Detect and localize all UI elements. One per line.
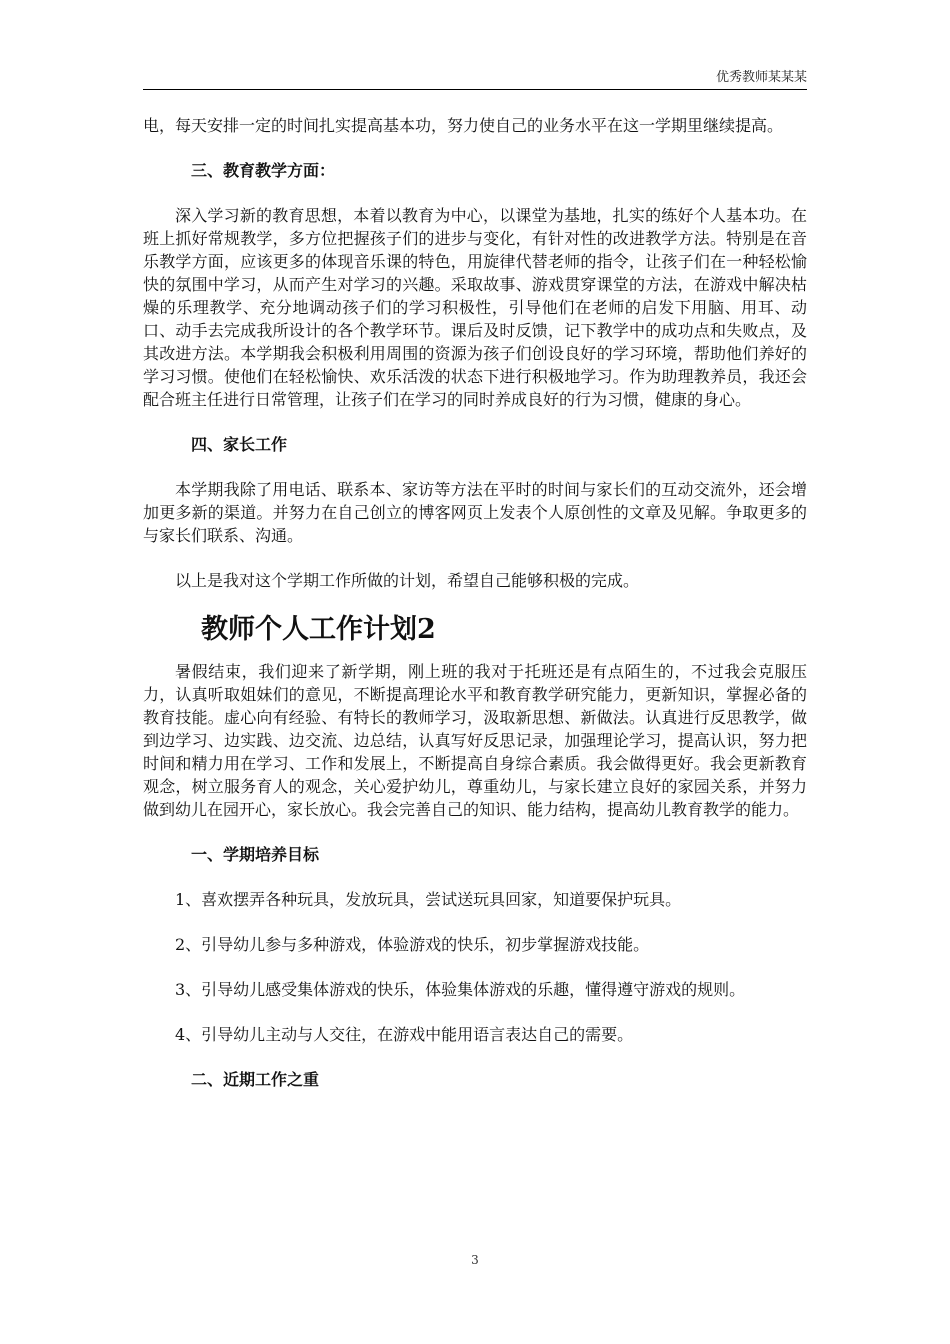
section-heading: 三、教育教学方面： — [191, 161, 336, 180]
paragraph: 以上是我对这个学期工作所做的计划，希望自己能够积极的完成。 — [175, 571, 640, 590]
document-title: 教师个人工作计划2 — [201, 614, 436, 645]
list-item: 4、引导幼儿主动与人交往，在游戏中能用语言表达自己的需要。 — [175, 1025, 634, 1044]
header-rule — [143, 89, 807, 90]
list-item: 3、引导幼儿感受集体游戏的快乐，体验集体游戏的乐趣，懂得遵守游戏的规则。 — [175, 980, 746, 999]
paragraph: 暑假结束，我们迎来了新学期，刚上班的我对于托班还是有点陌生的，不过我会克服压力，认真听取姐妹们的意见，不断提高理论水平和教育教学研究能力，更新知识，掌握必备的教育技能。虚心向有经验、有特长的教师学习，汲取新思想、新做法。认真进行反思教学，做到边学习、边实践、边交流、边总结，认真写好反思记录，加强理论学习，提高认识，努力把时间和精力用在学习、工作和发展上，不断提高自身综合素质。我会做得更好。我会更新教育观念，树立服务育人的观念，关心爱护幼儿，尊重幼儿，与家长建立良好的家园关系，并努力做到幼儿在园开心，家长放心。我会完善自己的知识、能力结构，提高幼儿教育教学的能力。 — [143, 662, 807, 819]
section-heading: 四、家长工作 — [191, 435, 288, 454]
document-body — [143, 114, 807, 1091]
section-heading: 二、近期工作之重 — [191, 1070, 320, 1089]
paragraph: 电，每天安排一定的时间扎实提高基本功，努力使自己的业务水平在这一学期里继续提高。 — [143, 116, 784, 135]
page-number: 3 — [471, 1253, 479, 1267]
paragraph: 深入学习新的教育思想，本着以教育为中心，以课堂为基地，扎实的练好个人基本功。在班上抓好常规教学，多方位把握孩子们的进步与变化，有针对性的改进教学方法。特别是在音乐教学方面，应该更多的体现音乐课的特色，用旋律代替老师的指令，让孩子们在一种轻松愉快的氛围中学习，从而产生对学习的兴趣。采取故事、游戏贯穿课堂的方法，在游戏中解决枯燥的乐理教学、充分地调动孩子们的学习积极性，引导他们在老师的启发下用脑、用耳、动口、动手去完成我所设计的各个教学环节。课后及时反馈，记下教学中的成功点和失败点，及其改进方法。本学期我会积极利用周围的资源为孩子们创设良好的学习环境，帮助他们养好的学习习惯。使他们在轻松愉快、欢乐活泼的状态下进行积极地学习。作为助理教养员，我还会配合班主任进行日常管理，让孩子们在学习的同时养成良好的行为习惯，健康的身心。 — [143, 206, 807, 409]
paragraph: 本学期我除了用电话、联系本、家访等方法在平时的时间与家长们的互动交流外，还会增加更多新的渠道。并努力在自己创立的博客网页上发表个人原创性的文章及见解。争取更多的与家长们联系、沟通。 — [143, 480, 807, 545]
list-item: 2、引导幼儿参与多种游戏，体验游戏的快乐，初步掌握游戏技能。 — [175, 935, 650, 954]
section-heading: 一、学期培养目标 — [191, 845, 320, 864]
list-item: 1、喜欢摆弄各种玩具，发放玩具，尝试送玩具回家，知道要保护玩具。 — [175, 890, 682, 909]
page-header: 优秀教师某某某 — [715, 70, 807, 85]
